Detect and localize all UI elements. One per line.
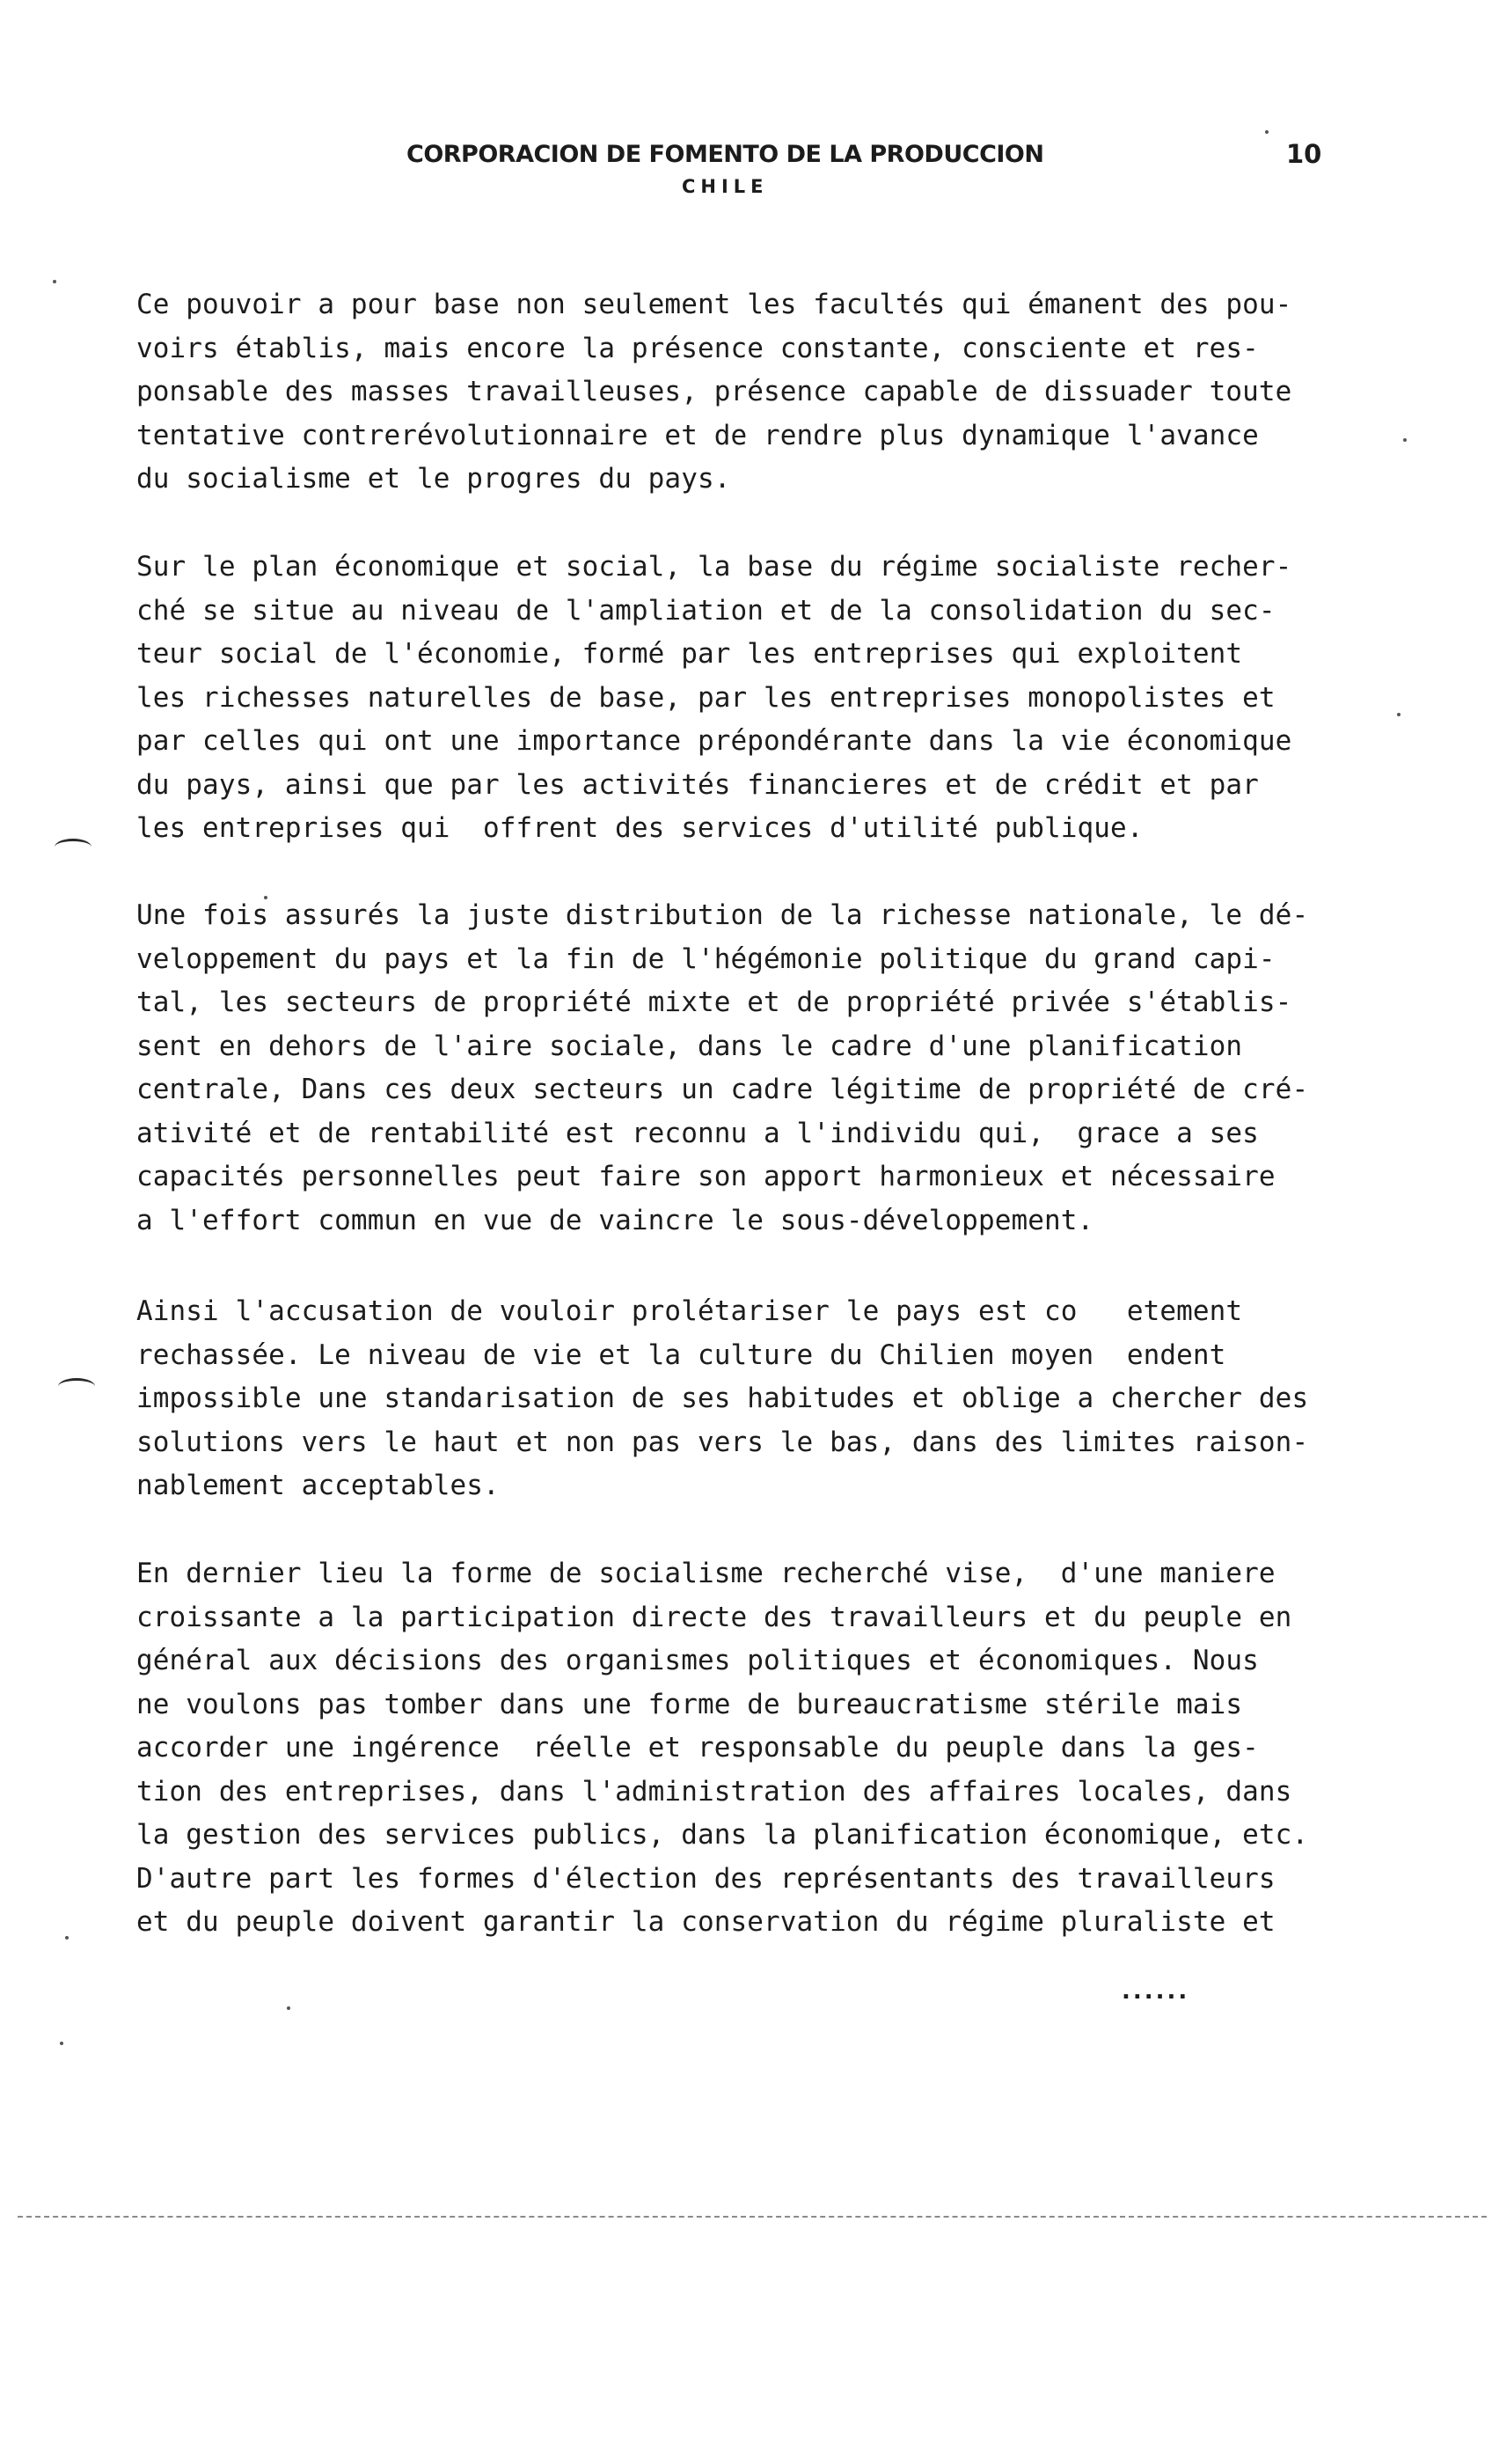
- text-line: et du peuple doivent garantir la conservation du régime pluraliste et: [136, 1906, 1276, 1938]
- bottom-page-edge-line: [18, 2216, 1487, 2218]
- paragraph-4: [136, 1290, 1421, 1508]
- text-line: teur social de l'économie, formé par les entreprises qui exploitent: [136, 638, 1243, 670]
- text-line: Une fois assurés la juste distribution de la richesse nationale, le dé-: [136, 899, 1309, 931]
- scan-speck: [65, 1936, 69, 1940]
- scan-speck: [1265, 130, 1269, 134]
- text-line: ativité et de rentabilité est reconnu a l'individu qui, grace a ses: [136, 1117, 1259, 1149]
- text-line: a l'effort commun en vue de vaincre le sous-développement.: [136, 1204, 1094, 1236]
- text-line: ponsable des masses travailleuses, présence capable de dissuader toute: [136, 376, 1292, 407]
- text-line: tal, les secteurs de propriété mixte et de propriété privée s'établis-: [136, 986, 1292, 1018]
- text-line: En dernier lieu la forme de socialisme recherché vise, d'une maniere: [136, 1558, 1276, 1589]
- text-line: nablement acceptables.: [136, 1470, 500, 1501]
- text-line: voirs établis, mais encore la présence constante, consciente et res-: [136, 332, 1259, 364]
- text-line: la gestion des services publics, dans la planification économique, etc.: [136, 1819, 1309, 1851]
- margin-mark: [58, 1378, 95, 1395]
- text-line: Ainsi l'accusation de vouloir prolétariser le pays est co etement: [136, 1295, 1243, 1327]
- scan-speck: [1397, 713, 1401, 716]
- text-line: rechassée. Le niveau de vie et la culture du Chilien moyen endent: [136, 1338, 1226, 1371]
- text-line: D'autre part les formes d'élection des représentants des travailleurs: [136, 1862, 1276, 1895]
- scan-speck: [287, 2006, 290, 2010]
- paragraph-5: [136, 1552, 1421, 1945]
- text-line: accorder une ingérence réelle et responsable du peuple dans la ges-: [136, 1732, 1259, 1764]
- text-line: du pays, ainsi que par les activités financieres et de crédit et par: [136, 768, 1259, 801]
- scan-speck: [60, 2042, 63, 2045]
- text-line: ne voulons pas tomber dans une forme de bureaucratisme stérile mais: [136, 1688, 1243, 1720]
- continuation-dots: ......: [1122, 1978, 1190, 2005]
- paragraph-1: [136, 283, 1421, 502]
- text-line: les entreprises qui offrent des services d'utilité publique.: [136, 812, 1144, 844]
- text-line: sent en dehors de l'aire sociale, dans le cadre d'une planification: [136, 1030, 1243, 1062]
- text-line: par celles qui ont une importance prépondérante dans la vie économique: [136, 725, 1292, 757]
- text-line: tion des entreprises, dans l'administration des affaires locales, dans: [136, 1775, 1292, 1808]
- text-line: impossible une standarisation de ses habitudes et oblige a chercher des: [136, 1382, 1309, 1414]
- text-line: général aux décisions des organismes politiques et économiques. Nous: [136, 1645, 1259, 1676]
- page-number: 10: [1286, 139, 1322, 169]
- text-line: tentative contrerévolutionnaire et de rendre plus dynamique l'avance: [136, 419, 1259, 451]
- scan-speck: [264, 896, 267, 899]
- text-line: centrale, Dans ces deux secteurs un cadre légitime de propriété de cré-: [136, 1074, 1309, 1105]
- text-line: solutions vers le haut et non pas vers le bas, dans des limites raison-: [136, 1426, 1309, 1458]
- text-line: les richesses naturelles de base, par les entreprises monopolistes et: [136, 681, 1276, 714]
- margin-mark: [55, 839, 91, 855]
- scan-speck: [1403, 438, 1407, 442]
- text-line: capacités personnelles peut faire son apport harmonieux et nécessaire: [136, 1161, 1276, 1192]
- paragraph-3: [136, 894, 1421, 1243]
- scan-speck: [53, 280, 56, 283]
- text-line: croissante a la participation directe des travailleurs et du peuple en: [136, 1601, 1292, 1633]
- paragraph-2: [136, 546, 1421, 851]
- organization-title: CORPORACION DE FOMENTO DE LA PRODUCCION: [406, 141, 1044, 168]
- text-line: Ce pouvoir a pour base non seulement les facultés qui émanent des pou-: [136, 289, 1292, 320]
- country-subtitle: CHILE: [682, 176, 769, 197]
- text-line: veloppement du pays et la fin de l'hégémonie politique du grand capi-: [136, 942, 1276, 975]
- text-line: ché se situe au niveau de l'ampliation et de la consolidation du sec-: [136, 594, 1276, 627]
- text-line: du socialisme et le progres du pays.: [136, 463, 731, 495]
- text-line: Sur le plan économique et social, la base du régime socialiste recher-: [136, 551, 1292, 583]
